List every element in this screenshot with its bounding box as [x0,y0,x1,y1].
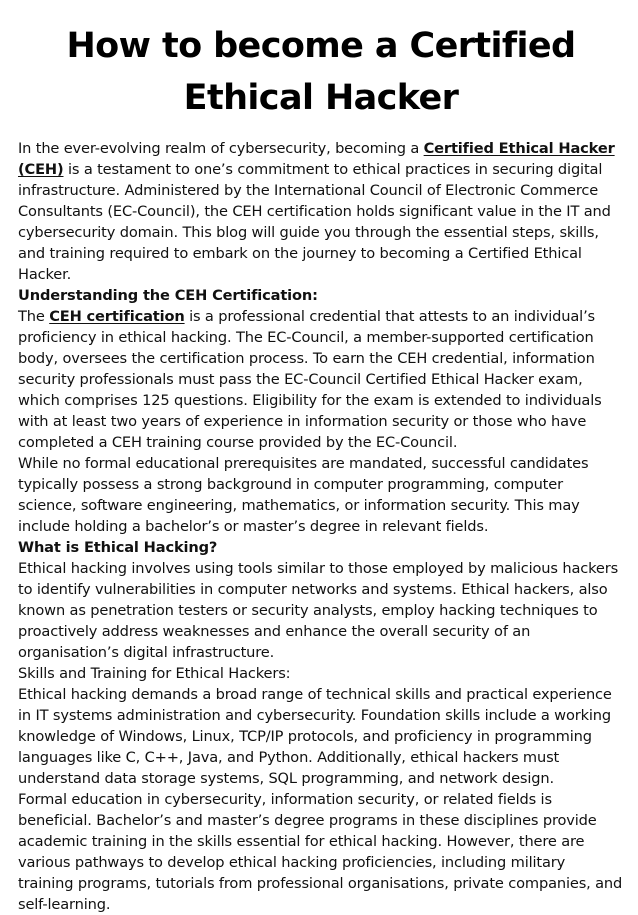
ceh-link[interactable]: Certified Ethical Hacker (CEH) [18,140,615,178]
understanding-paragraph-1 [18,306,624,453]
ceh-certification-link[interactable]: CEH certification [49,308,185,325]
ethical-hacking-paragraph: Ethical hacking involves using tools similar to those employed by malicious hackers to identify vulnerabilities in computer networks and systems. Ethical hackers, also known as penetration testers or security analysts, employ hacking techniques to proactively address weaknesses and enhance the overall security of an organisation’s digital infrastructure. [18,560,619,661]
section-heading-ethical-hacking: What is Ethical Hacking? [18,539,218,556]
article-body [18,138,624,915]
understanding-text-after-link: is a professional credential that attests to an individual’s proficiency in ethical hacking. The EC-Council, a member-supported certification body, oversees the certification process. To earn the CEH credential, information security professionals must pass the EC-Council Certified Ethical Hacker exam, which comprises 125 questions. Eligibility for the exam is extended to individuals with at least two years of experience in information security or those who have completed a CEH training course provided by the EC-Council. [18,308,602,451]
intro-text-before-link: In the ever-evolving realm of cybersecurity, becoming a [18,140,424,157]
skills-paragraph-2: Formal education in cybersecurity, information security, or related fields is beneficial. Bachelor’s and master’s degree programs in these disciplines provide academic training in the skills essential for ethical hacking. However, there are various pathways to develop ethical hacking proficiencies, including military training programs, tutorials from professional organisations, private companies, and self-learning. [18,791,623,913]
understanding-text-before-link: The [18,308,50,325]
intro-text-after-link: is a testament to one’s commitment to ethical practices in securing digital infrastructure. Administered by the International Council of Electronic Commerce Consultants (EC-Council), the CEH certification holds significant value in the IT and cybersecurity domain. This blog will guide you through the essential steps, skills, and training required to embark on the journey to becoming a Certified Ethical Hacker. [18,161,611,283]
skills-paragraph-1: Ethical hacking demands a broad range of technical skills and practical experience in IT systems administration and cybersecurity. Foundation skills include a working knowledge of Windows, Linux, TCP/IP protocols, and proficiency in programming languages like C, C++, Java, and Python. Additionally, ethical hackers must understand data storage systems, SQL programming, and network design. [18,686,612,787]
section-heading-understanding: Understanding the CEH Certification: [18,287,318,304]
intro-paragraph [18,138,624,285]
understanding-paragraph-2: While no formal educational prerequisites are mandated, successful candidates typically possess a strong background in computer programming, computer science, software engineering, mathematics, or information security. This may include holding a bachelor’s or master’s degree in relevant fields. [18,455,589,535]
page-title: How to become a Certified Ethical Hacker [66,26,576,118]
section-heading-skills: Skills and Training for Ethical Hackers: [18,665,291,682]
